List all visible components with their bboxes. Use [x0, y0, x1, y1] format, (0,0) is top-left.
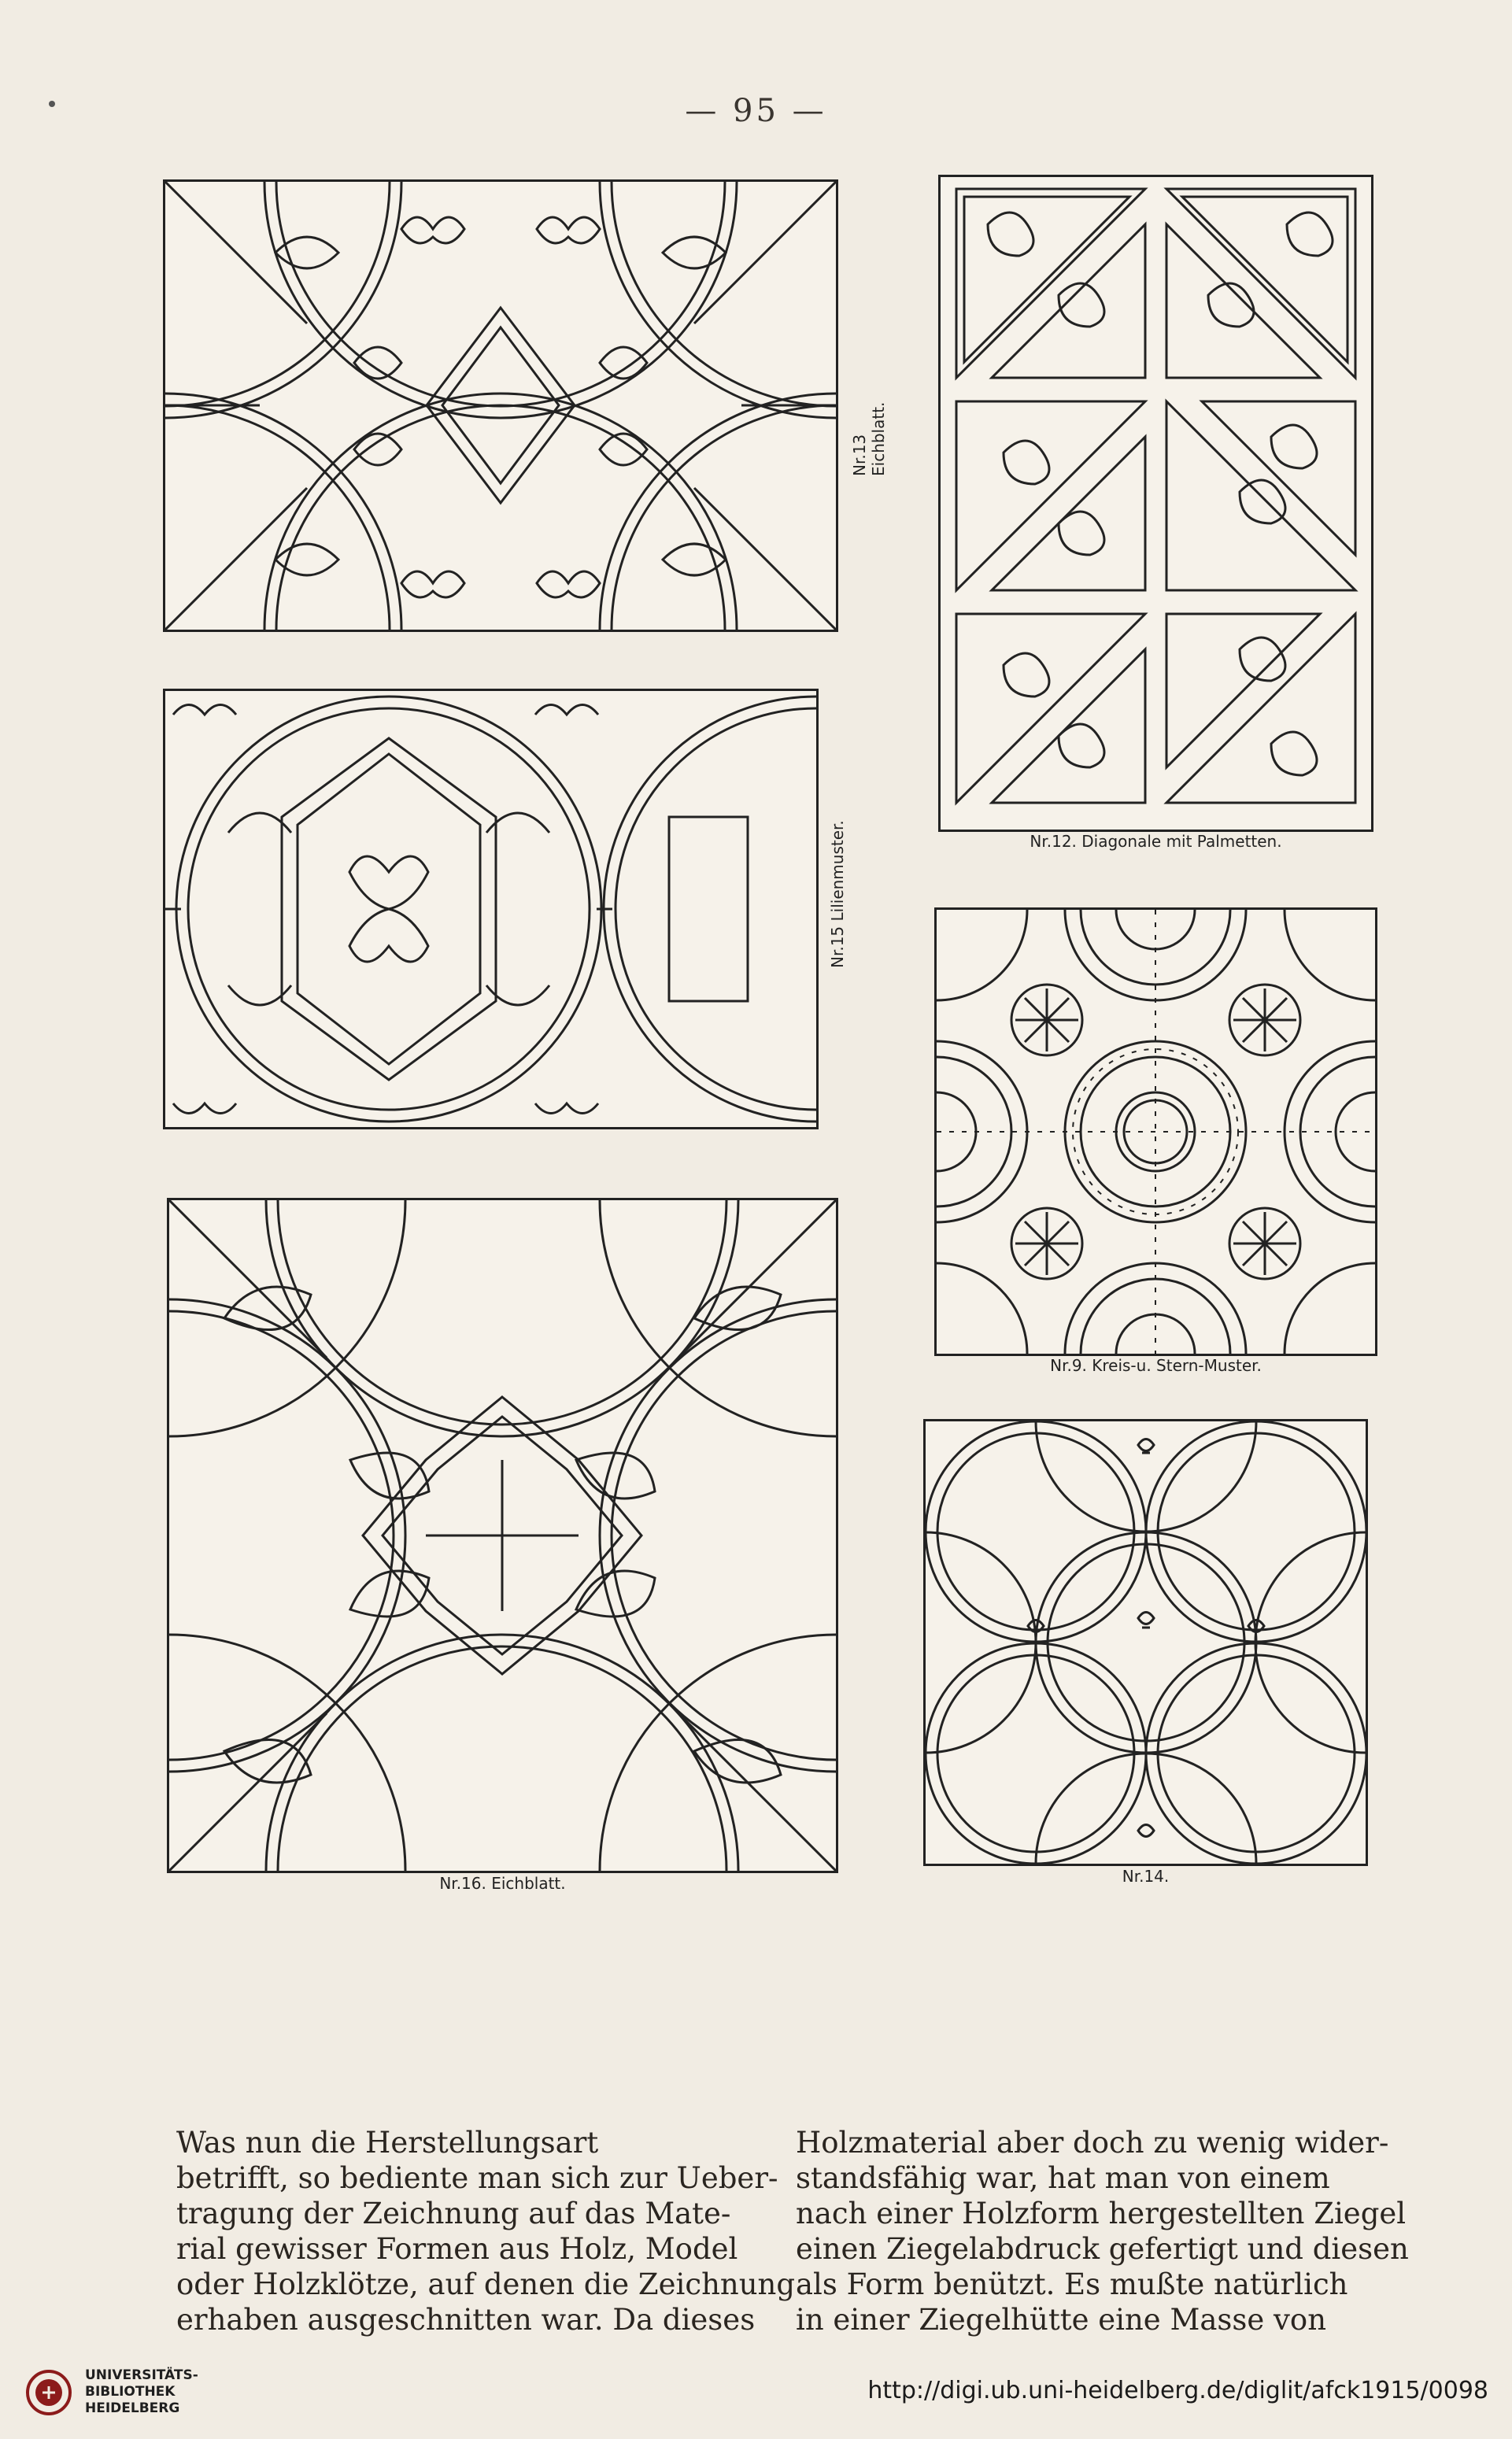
body-line: rial gewisser Formen aus Holz, Model	[176, 2232, 738, 2266]
library-seal-logo	[25, 2369, 72, 2416]
figure-nr16-eichblatt	[167, 1198, 838, 1873]
body-line: einen Ziegelabdruck gefertigt und diesen	[796, 2232, 1409, 2266]
pattern-nr9	[937, 910, 1375, 1354]
permalink-url[interactable]: http://digi.ub.uni-heidelberg.de/diglit/afck1915/0098	[867, 2377, 1488, 2404]
caption-nr15: Nr.15 Lilienmuster.	[828, 820, 847, 968]
page-number: — 95 —	[685, 93, 827, 129]
library-name-line: BIBLIOTHEK	[85, 2384, 176, 2400]
library-name-line: HEIDELBERG	[85, 2400, 180, 2416]
caption-nr14: Nr.14.	[1122, 1867, 1170, 1886]
figure-nr9-kreis-stern	[934, 907, 1377, 1356]
body-line: als Form benützt. Es mußte natürlich	[796, 2267, 1348, 2301]
pattern-nr15	[165, 691, 816, 1127]
library-name	[85, 2367, 198, 2417]
caption-nr13: Nr.13 Eichblatt.	[850, 401, 888, 476]
body-line: erhaben ausgeschnitten war. Da dieses	[176, 2303, 756, 2337]
caption-nr12: Nr.12. Diagonale mit Palmetten.	[1030, 832, 1282, 851]
pattern-nr13	[165, 182, 836, 630]
figure-nr15-lilienmuster	[163, 689, 819, 1129]
library-name-line: UNIVERSITÄTS-	[85, 2367, 198, 2383]
figure-nr13-eichblatt	[163, 179, 838, 632]
body-line: tragung der Zeichnung auf das Mate-	[176, 2197, 731, 2230]
pattern-nr16	[169, 1200, 836, 1871]
body-text-right	[796, 2125, 1409, 2337]
caption-nr16: Nr.16. Eichblatt.	[439, 1874, 566, 1893]
body-line: betrifft, so bediente man sich zur Ueber-	[176, 2161, 778, 2195]
caption-nr9: Nr.9. Kreis-u. Stern-Muster.	[1050, 1356, 1262, 1375]
pattern-nr12	[941, 177, 1371, 830]
body-line: Holzmaterial aber doch zu wenig wider-	[796, 2126, 1389, 2160]
body-line: oder Holzklötze, auf denen die Zeichnung	[176, 2267, 796, 2301]
figure-nr14	[923, 1419, 1368, 1866]
body-text-left	[176, 2125, 796, 2337]
figure-nr12-diagonale	[938, 175, 1373, 832]
body-line: in einer Ziegelhütte eine Masse von	[796, 2303, 1327, 2337]
body-line: standsfähig war, hat man von einem	[796, 2161, 1330, 2195]
pattern-nr14	[926, 1421, 1366, 1864]
body-line: nach einer Holzform hergestellten Ziegel	[796, 2197, 1407, 2230]
body-line: Was nun die Herstellungsart	[176, 2126, 599, 2160]
